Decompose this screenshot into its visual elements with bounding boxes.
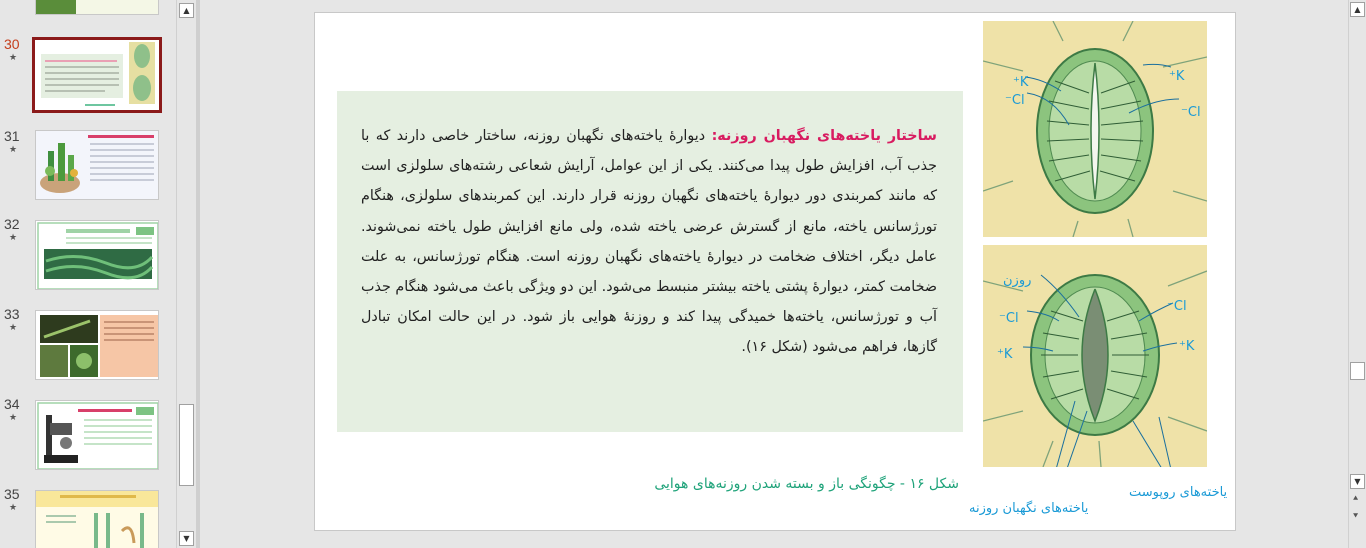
figure-caption: شکل ۱۶ - چگونگی باز و بسته شدن روزنه‌های هوایی bbox=[654, 476, 959, 492]
label-cl-minus: Cl⁻ bbox=[999, 311, 1019, 326]
label-k-plus: K⁺ bbox=[1013, 75, 1029, 90]
stomata-figure[interactable] bbox=[983, 21, 1207, 467]
scroll-up-button[interactable]: ▲ bbox=[179, 3, 194, 18]
scroll-down-button[interactable]: ▼ bbox=[1350, 474, 1365, 489]
thumbnail-scrollbar[interactable] bbox=[176, 0, 195, 548]
label-k-plus: K⁺ bbox=[1179, 339, 1195, 354]
scroll-down-button[interactable]: ▼ bbox=[179, 531, 194, 546]
slide-thumbnail-active[interactable] bbox=[32, 37, 162, 113]
label-cl-minus: Cl⁻ bbox=[1181, 105, 1201, 120]
animation-star-icon: ★ bbox=[9, 323, 18, 333]
label-cl-minus: Cl⁻ bbox=[1167, 299, 1187, 314]
slide-editing-area bbox=[200, 0, 1348, 548]
scrollbar-thumb[interactable] bbox=[179, 404, 194, 486]
slide-number: 35 bbox=[4, 486, 20, 502]
label-stoma: روزن bbox=[1003, 273, 1032, 288]
slide-number: 33 bbox=[4, 306, 20, 322]
animation-star-icon: ★ bbox=[9, 233, 18, 243]
slide-number: 32 bbox=[4, 216, 20, 232]
slide-thumbnail[interactable] bbox=[35, 400, 159, 470]
label-k-plus: K⁺ bbox=[997, 347, 1013, 362]
label-cl-minus: Cl⁻ bbox=[1005, 93, 1025, 108]
slide-thumbnail[interactable] bbox=[35, 0, 159, 15]
next-slide-icon[interactable]: ⯆ bbox=[1352, 512, 1360, 522]
label-epidermal-cells: یاخته‌های روپوست bbox=[1129, 485, 1228, 500]
slide-thumbnail[interactable] bbox=[35, 130, 159, 200]
animation-star-icon: ★ bbox=[9, 503, 18, 513]
slide-thumbnail[interactable] bbox=[35, 490, 159, 548]
text-box[interactable] bbox=[337, 91, 963, 432]
body-paragraph bbox=[361, 121, 937, 363]
animation-star-icon: ★ bbox=[9, 53, 18, 63]
label-k-plus: K⁺ bbox=[1169, 69, 1185, 84]
slide-number: 30 bbox=[4, 36, 20, 52]
scrollbar-thumb[interactable] bbox=[1350, 362, 1365, 380]
slide-number: 34 bbox=[4, 396, 20, 412]
label-guard-cells: یاخته‌های نگهبان روزنه bbox=[969, 501, 1089, 516]
scroll-up-button[interactable]: ▲ bbox=[1350, 2, 1365, 17]
slide-thumbnail[interactable] bbox=[35, 220, 159, 290]
editor-scrollbar[interactable] bbox=[1348, 0, 1366, 548]
animation-star-icon: ★ bbox=[9, 413, 18, 423]
animation-star-icon: ★ bbox=[9, 145, 18, 155]
paragraph-heading: ساختار یاخته‌های نگهبان روزنه: bbox=[711, 128, 937, 144]
previous-slide-icon[interactable]: ⯅ bbox=[1352, 494, 1360, 504]
paragraph-body: دیوارهٔ یاخته‌های نگهبان روزنه، ساختار خاصی دارند که با جذب آب، افزایش طول پیدا می‌کنند. یکی از این عوامل، آرایش شعاعی رشته‌های سلولزی است که مانند کمربندی دور دیوارهٔ یاخته‌های نگهبان روزنه قرار دارند. این کمربندهای سلولزی، هنگام تورژسانس یاخته، مانع از گسترش عرضی یاخته شده، ولی مانع افزایش طول یاخته نمی‌شوند. عامل دیگر، اختلاف ضخامت در دیوارهٔ یاخته‌های نگهبان روزنه است. هنگام تورژسانس، به علت ضخامت کمتر، دیوارهٔ پشتی یاخته بیشتر منبسط می‌شود. این دو ویژگی باعث می‌شود هنگام جذب آب و تورژسانس، یاخته‌ها خمیدگی پیدا کند و روزنهٔ هوایی باز شود. در این حالت امکان تبادل گازها، فراهم می‌شود (شکل ۱۶). bbox=[361, 128, 937, 356]
slide-thumbnail-pane bbox=[0, 0, 176, 548]
slide-thumbnail[interactable] bbox=[35, 310, 159, 380]
slide-canvas[interactable] bbox=[314, 12, 1236, 531]
slide-number: 31 bbox=[4, 128, 20, 144]
